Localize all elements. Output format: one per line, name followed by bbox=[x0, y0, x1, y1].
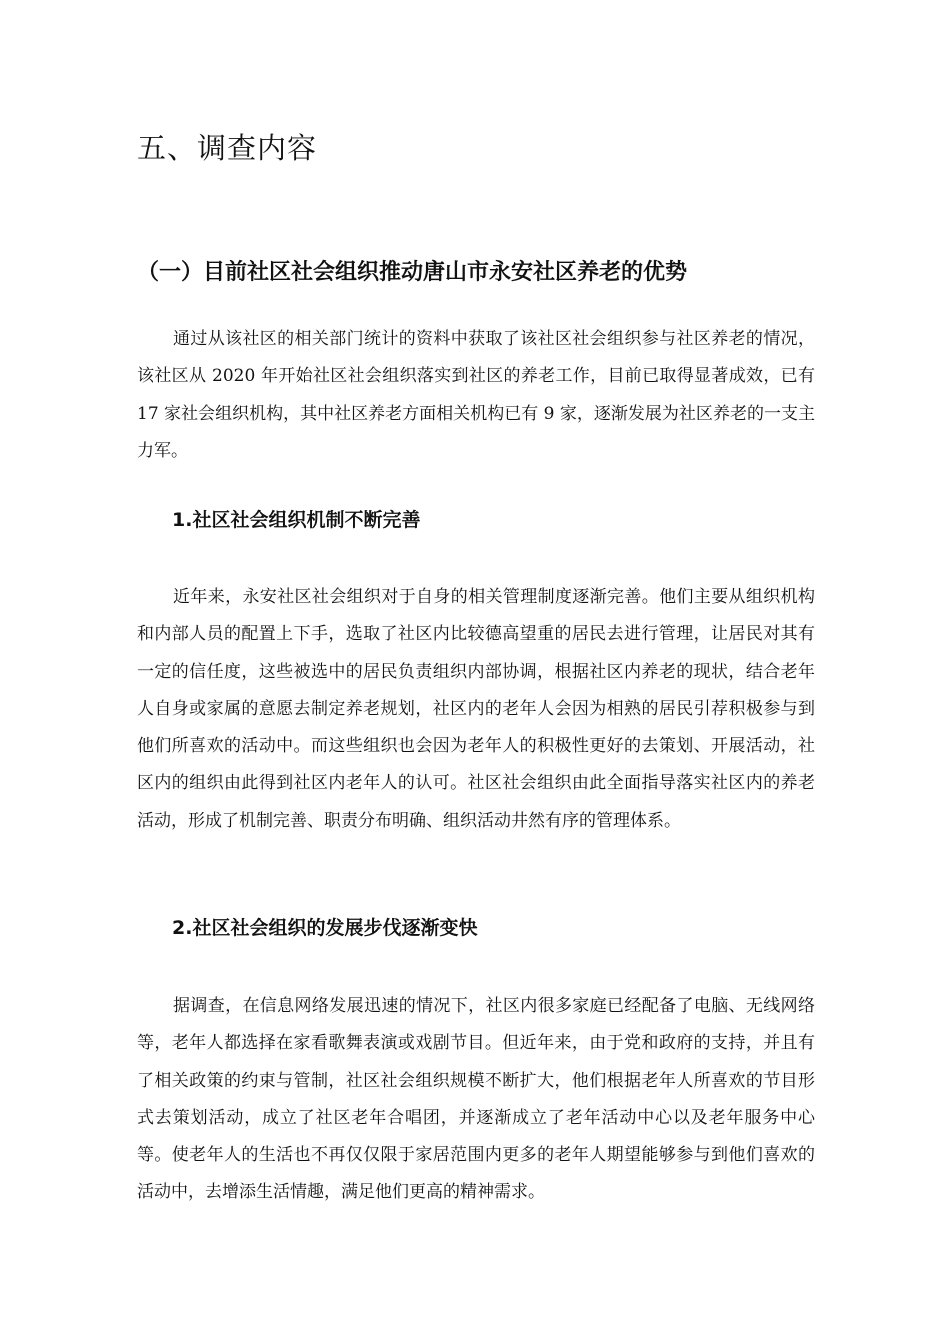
item-body-2: 据调查，在信息网络发展迅速的情况下，社区内很多家庭已经配备了电脑、无线网络等，老年人都选择在家看歌舞表演或戏剧节目。但近年来，由于党和政府的支持，并且有了相关政策的约束与管制，社区社会组织规模不断扩大，他们根据老年人所喜欢的节目形式去策划活动，成立了社区老年合唱团，并逐渐成立了老年活动中心以及老年服务中心等。使老年人的生活也不再仅仅限于家居范围内更多的老年人期望能够参与到他们喜欢的活动中，去增添生活情趣，满足他们更高的精神需求。 bbox=[137, 996, 815, 1203]
section-title: 五、调查内容 bbox=[137, 131, 318, 165]
intro-paragraph: 通过从该社区的相关部门统计的资料中获取了该社区社会组织参与社区养老的情况，该社区从 2020 年开始社区社会组织落实到社区的养老工作，目前已取得显著成效，已有 17 家社会组织机构，其中社区养老方面相关机构已有 9 家，逐渐发展为社区养老的一支主力军。 bbox=[137, 329, 815, 461]
item-heading-2: 2.社区社会组织的发展步伐逐渐变快 bbox=[172, 917, 478, 939]
subsection-title: （一）目前社区社会组织推动唐山市永安社区养老的优势 bbox=[137, 260, 688, 285]
item-heading-1: 1.社区社会组织机制不断完善 bbox=[172, 509, 421, 531]
item-body-1: 近年来，永安社区社会组织对于自身的相关管理制度逐渐完善。他们主要从组织机构和内部人员的配置上下手，选取了社区内比较德高望重的居民去进行管理，让居民对其有一定的信任度，这些被选中的居民负责组织内部协调，根据社区内养老的现状，结合老年人自身或家属的意愿去制定养老规划，社区内的老年人会因为相熟的居民引荐积极参与到他们所喜欢的活动中。而这些组织也会因为老年人的积极性更好的去策划、开展活动，社区内的组织由此得到社区内老年人的认可。社区社会组织由此全面指导落实社区内的养老活动，形成了机制完善、职责分布明确、组织活动井然有序的管理体系。 bbox=[137, 587, 815, 831]
